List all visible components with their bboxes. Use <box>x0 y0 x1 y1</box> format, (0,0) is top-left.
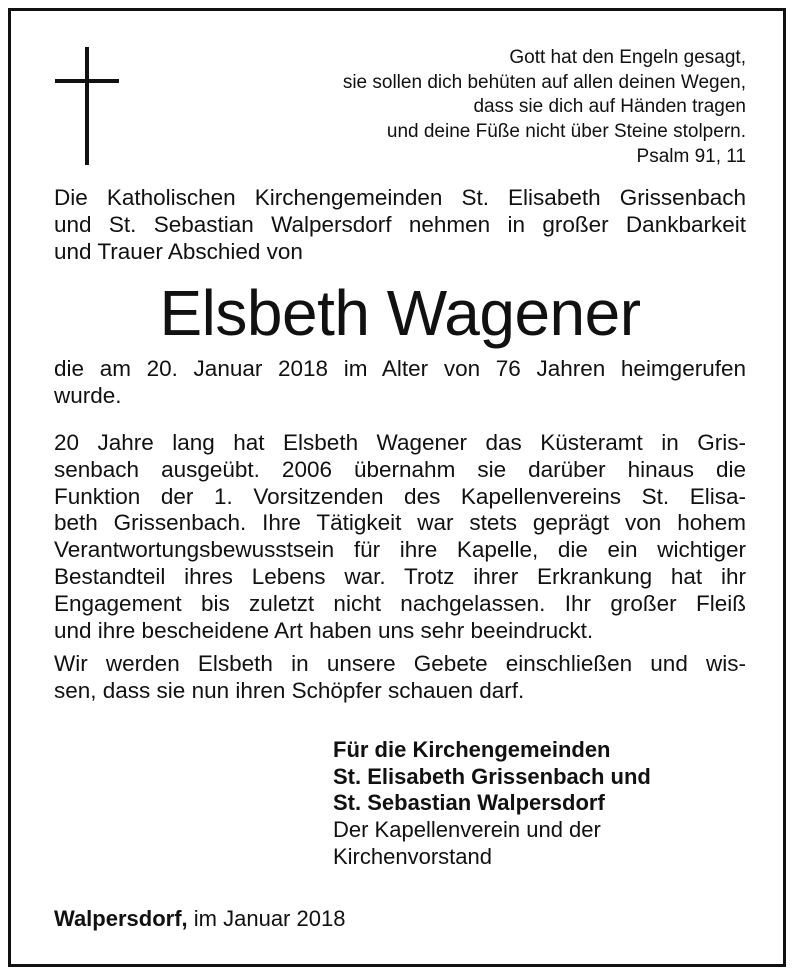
intro-line: Die Katholischen Kirchengemeinden St. Elisabeth Grissenbach <box>54 185 746 210</box>
body-line: Wir werden Elsbeth in unsere Gebete einschließen und wis- <box>54 651 746 676</box>
body-line: Verantwortungsbewusstsein für ihre Kapelle, die ein wichtiger <box>54 537 746 563</box>
cross-icon <box>55 47 119 165</box>
place: Walpersdorf, <box>54 906 188 931</box>
deceased-name: Elsbeth Wagener <box>159 277 641 349</box>
date: im Januar 2018 <box>193 906 346 931</box>
body-line: beth Grissenbach. Ihre Tätigkeit war stets geprägt von hohem <box>54 510 746 536</box>
body-paragraph-1 <box>54 430 746 644</box>
body-line: und ihre bescheidene Art haben uns sehr beeindruckt. <box>54 617 594 643</box>
bible-verse <box>186 46 746 170</box>
verse-line: sie sollen dich behüten auf allen deinen Wegen, <box>342 71 746 93</box>
death-line: die am 20. Januar 2018 im Alter von 76 Jahren heimgerufen <box>54 356 746 381</box>
death-line: wurde. <box>54 382 122 408</box>
signature-line: St. Sebastian Walpersdorf <box>333 790 605 816</box>
verse-reference: Psalm 91, 11 <box>636 146 746 167</box>
intro-line: und St. Sebastian Walpersdorf nehmen in großer Dankbarkeit <box>54 211 746 237</box>
body-line: Funktion der 1. Vorsitzenden des Kapellenvereins St. Elisa- <box>54 483 746 509</box>
body-line: sen, dass sie nun ihren Schöpfer schauen darf. <box>54 677 525 703</box>
place-date <box>54 905 345 932</box>
signature-block <box>333 737 651 871</box>
body-line: senbach ausgeübt. 2006 übernahm sie darüber hinaus die <box>54 456 746 482</box>
intro-line: und Trauer Abschied von <box>54 238 303 264</box>
body-line: Bestandteil ihres Lebens war. Trotz ihrer Erkrankung hat ihr <box>54 563 746 589</box>
signature-line: Kirchenvorstand <box>333 843 492 869</box>
signature-line: Für die Kirchengemeinden <box>333 737 611 762</box>
verse-line: Gott hat den Engeln gesagt, <box>509 47 746 68</box>
signature-line: St. Elisabeth Grissenbach und <box>333 763 651 789</box>
body-line: Engagement bis zuletzt nicht nachgelassen. Ihr großer Fleiß <box>54 590 746 616</box>
body-paragraph-2 <box>54 651 746 705</box>
verse-line: dass sie dich auf Händen tragen <box>473 96 746 117</box>
verse-line: und deine Füße nicht über Steine stolpern. <box>386 120 746 142</box>
signature-line: Der Kapellenverein und der <box>333 817 601 843</box>
intro-text <box>54 185 746 265</box>
body-line: 20 Jahre lang hat Elsbeth Wagener das Küsteramt in Gris- <box>54 430 746 455</box>
death-notice <box>54 356 746 410</box>
